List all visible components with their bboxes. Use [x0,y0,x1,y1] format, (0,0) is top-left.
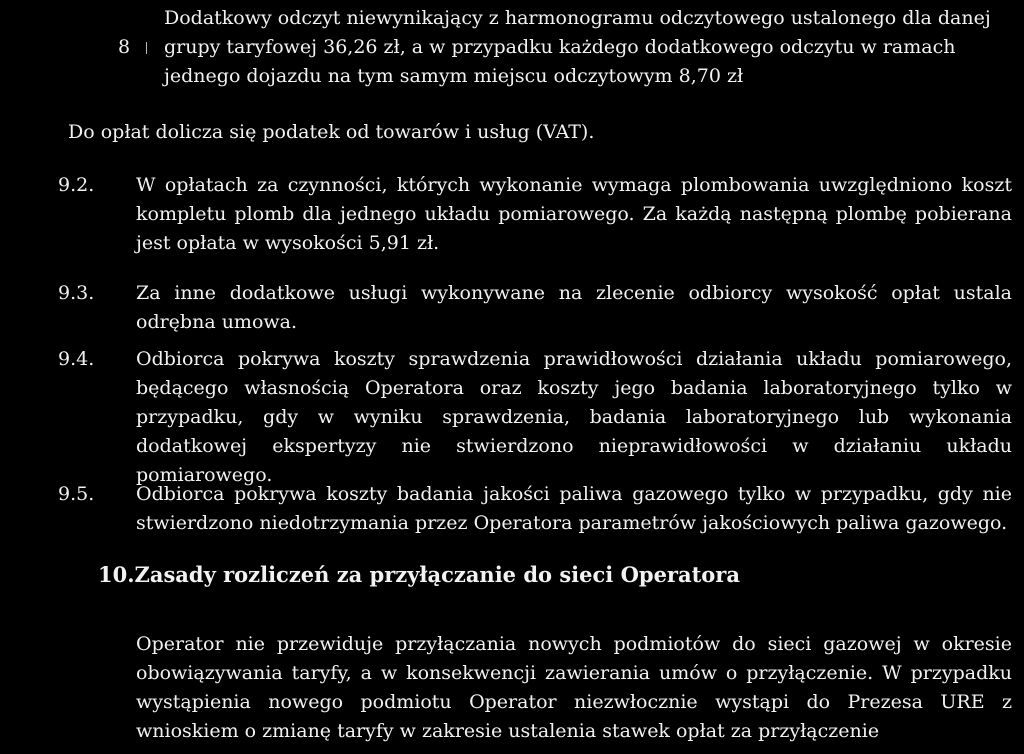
section-9-5-number: 9.5. [58,483,95,505]
section-9-3-number: 9.3. [58,282,95,304]
section-9-2-text: W opłatach za czynności, których wykonanie wymaga plombowania uwzględniono koszt kompletu plomb dla jednego układu pomiarowego. Za każdą następną plombę pobierana jest opłata w wysokości 5,91 zł. [136,174,1012,254]
section-10-heading [98,560,740,589]
margin-mark [146,42,147,54]
item-8-number: 8 [118,36,131,58]
item-8-text: Dodatkowy odczyt niewynikający z harmonogramu odczytowego ustalonego dla danej grupy taryfowej 36,26 zł, a w przypadku każdego dodatkowego odczytu w ramach jednego dojazdu na tym samym miejscu odczytowym 8,70 zł [164,7,991,87]
section-9-4-text: Odbiorca pokrywa koszty sprawdzenia prawidłowości działania układu pomiarowego, będącego własnością Operatora oraz koszty jego badania laboratoryjnego tylko w przypadku, gdy w wyniku sprawdzenia, badania laboratoryjnego lub wykonania dodatkowej ekspertyzy nie stwierdzono nieprawidłowości w działaniu układu pomiarowego. [136,348,1012,486]
section-9-2-number: 9.2. [58,174,95,196]
section-9-3-text: Za inne dodatkowe usługi wykonywane na zlecenie odbiorcy wysokość opłat ustala odrębna umowa. [136,282,1012,333]
section-10-title: Zasady rozliczeń za przyłączanie do sieci Operatora [134,562,740,587]
section-9-5-text: Odbiorca pokrywa koszty badania jakości paliwa gazowego tylko w przypadku, gdy nie stwierdzono niedotrzymania przez Operatora parametrów jakościowych paliwa gazowego. [136,483,1012,534]
section-10-paragraph: Operator nie przewiduje przyłączania nowych podmiotów do sieci gazowej w okresie obowiązywania taryfy, a w konsekwencji zawierania umów o przyłączenie. W przypadku wystąpienia nowego podmiotu Operator niezwłocznie wystąpi do Prezesa URE z wnioskiem o zmianę taryfy w zakresie ustalenia stawek opłat za przyłączenie [136,633,1012,742]
section-10-number: 10. [98,562,135,587]
vat-note: Do opłat dolicza się podatek od towarów i usług (VAT). [68,121,595,143]
section-9-4-number: 9.4. [58,348,95,370]
